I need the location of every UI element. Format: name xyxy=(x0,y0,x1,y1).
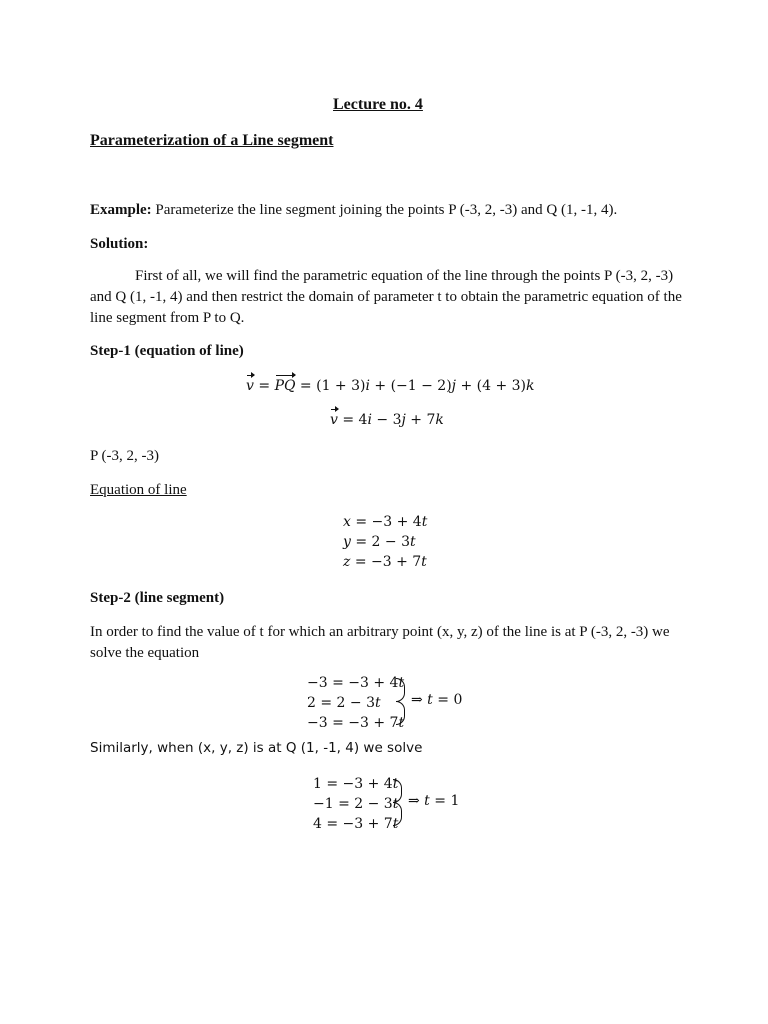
example-text: Parameterize the line segment joining the points P (-3, 2, -3) and Q (1, -1, 4). xyxy=(151,202,618,218)
vector-equation-2 xyxy=(330,410,444,430)
step2-heading: Step-2 (line segment) xyxy=(90,590,225,606)
example-label: Example: xyxy=(90,202,152,218)
lecture-title: Lecture no. 4 xyxy=(333,96,423,113)
vector-v-symbol-2: 𝑣 xyxy=(330,412,338,428)
equation-of-line-heading: Equation of line xyxy=(90,482,187,498)
system-q xyxy=(313,774,398,834)
parametric-equations xyxy=(343,512,427,572)
vector-equation-1: 𝑣 = 𝑃𝑄 = (1 + 3)𝑖 + (−1 − 2)𝑗 + (4 + 3)𝑘 xyxy=(246,378,535,394)
vector-pq-symbol: 𝑃𝑄 xyxy=(274,378,296,394)
system-q-eq-2: −1 = 2 − 3𝑡 xyxy=(313,796,399,812)
example-line xyxy=(90,200,617,221)
step2-paragraph: In order to find the value of t for which an arbitrary point (x, y, z) of the line is at P (-3, 2, -3) we solve the equation xyxy=(90,624,670,661)
similarly-text: Similarly, when (x, y, z) is at Q (1, -1, 4) we solve xyxy=(90,740,423,756)
system-q-eq-3: 4 = −3 + 7𝑡 xyxy=(313,816,399,832)
vector-equation-2-rhs: = 4𝑖 − 3𝑗 + 7𝑘 xyxy=(342,412,444,428)
step1-heading: Step-1 (equation of line) xyxy=(90,343,244,359)
point-p-label: P (-3, 2, -3) xyxy=(90,448,160,464)
brace-q-top xyxy=(393,779,402,803)
result-p: ⇒ 𝑡 = 0 xyxy=(411,692,463,708)
param-eq-y: 𝑦 = 2 − 3𝑡 xyxy=(343,534,416,550)
vector-v-symbol: 𝑣 xyxy=(246,378,254,394)
system-q-eq-1: 1 = −3 + 4𝑡 xyxy=(313,776,399,792)
solution-paragraph: First of all, we will find the parametric equation of the line through the points P (-3, 2, -3) and Q (1, -1, 4) and then restrict the domain of parameter t to obtain the parametric equation of the line segment from P to Q. xyxy=(90,268,682,326)
system-p xyxy=(307,673,404,733)
param-eq-z: 𝑧 = −3 + 7𝑡 xyxy=(343,554,427,570)
section-title: Parameterization of a Line segment xyxy=(90,132,334,149)
system-p-eq-3: −3 = −3 + 7𝑡 xyxy=(307,715,405,731)
result-q: ⇒ 𝑡 = 1 xyxy=(408,793,460,809)
solution-label: Solution: xyxy=(90,236,149,252)
vector-equation-1-rhs: = (1 + 3)𝑖 + (−1 − 2)𝑗 + (4 + 3)𝑘 xyxy=(299,378,535,394)
brace-q-bottom xyxy=(393,802,402,826)
system-p-eq-1: −3 = −3 + 4𝑡 xyxy=(307,675,405,691)
param-eq-x: 𝑥 = −3 + 4𝑡 xyxy=(343,514,428,530)
system-p-eq-2: 2 = 2 − 3𝑡 xyxy=(307,695,381,711)
